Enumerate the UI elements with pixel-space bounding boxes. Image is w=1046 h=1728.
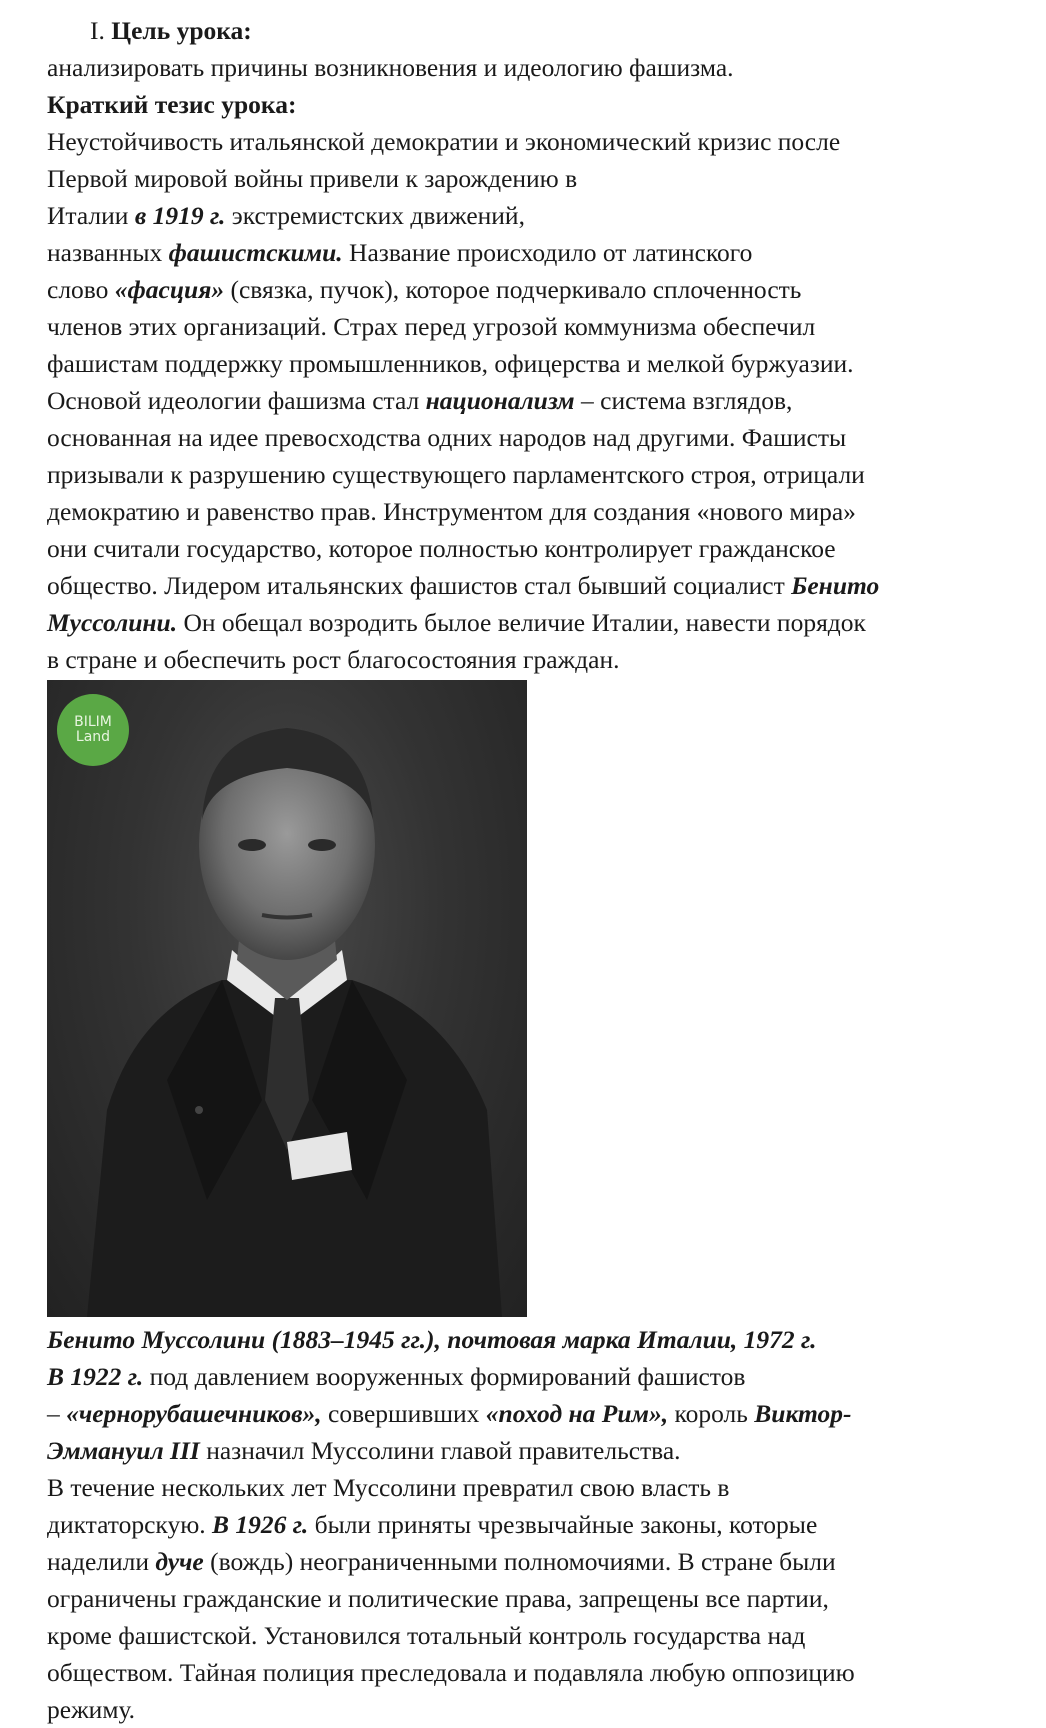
text-run: общество. Лидером итальянских фашистов стал бывший социалист (47, 571, 792, 600)
text-run: совершивших (321, 1399, 486, 1428)
emphasis-date: в 1919 г. (134, 201, 226, 230)
text-line: Неустойчивость итальянской демократии и экономический кризис после (47, 127, 841, 156)
text-line: они считали государство, которое полностью контролирует гражданское (47, 534, 836, 563)
heading-title: Цель урока: (111, 16, 252, 45)
text-line (47, 1543, 1007, 1580)
text-run: наделили (47, 1547, 156, 1576)
text-line: кроме фашистской. Установился тотальный контроль государства над (47, 1621, 806, 1650)
text-run: Основой идеологии фашизма стал (47, 386, 426, 415)
paragraph-fascism-origins (47, 123, 1007, 678)
goal-text: анализировать причины возникновения и идеологию фашизма. (47, 53, 734, 82)
text-run: – система взглядов, (574, 386, 793, 415)
portrait-illustration (47, 680, 527, 1317)
text-line (47, 234, 1007, 271)
emphasis-term: «чернорубашечников», (66, 1399, 322, 1428)
emphasis-term: фашистскими. (168, 238, 343, 267)
text-run: диктаторскую. (47, 1510, 212, 1539)
emphasis-name: Виктор- (754, 1399, 852, 1428)
thesis-title: Краткий тезис урока: (47, 90, 297, 119)
text-line: режиму. (47, 1695, 136, 1724)
text-run: были приняты чрезвычайные законы, которые (308, 1510, 818, 1539)
emphasis-term: национализм (425, 386, 575, 415)
text-line: в стране и обеспечить рост благосостояния граждан. (47, 645, 620, 674)
logo-text: Land (75, 729, 111, 745)
text-line (47, 382, 1007, 419)
text-line: основанная на идее превосходства одних народов над другими. Фашисты (47, 423, 847, 452)
text-line (47, 604, 1007, 641)
emphasis-name: Муссолини. (47, 608, 178, 637)
text-line: Первой мировой войны привели к зарождению в (47, 164, 578, 193)
text-line (47, 567, 1007, 604)
text-line: обществом. Тайная полиция преследовала и подавляла любую оппозицию (47, 1658, 855, 1687)
text-run: экстремистских движений, (225, 201, 525, 230)
text-run: Название происходило от латинского (342, 238, 753, 267)
paragraph-march-on-rome (47, 1358, 1007, 1469)
emphasis-term: дуче (155, 1547, 204, 1576)
text-line (47, 1358, 1007, 1395)
text-run: под давлением вооруженных формирований фашистов (143, 1362, 746, 1391)
emphasis-date: В 1922 г. (47, 1362, 144, 1391)
text-line (47, 271, 1007, 308)
heading-numeral: I. (90, 16, 105, 45)
text-run: Он обещал возродить былое величие Италии, навести порядок (177, 608, 866, 637)
text-run: (связка, пучок), которое подчеркивало сплоченность (224, 275, 802, 304)
emphasis-term: «фасция» (114, 275, 225, 304)
text-line: членов этих организаций. Страх перед угрозой коммунизма обеспечил (47, 312, 816, 341)
text-run: Италии (47, 201, 135, 230)
logo-text: BILIM (74, 714, 112, 730)
text-run: (вождь) неограниченными полномочиями. В стране были (203, 1547, 836, 1576)
text-line: фашистам поддержку промышленников, офицерства и мелкой буржуазии. (47, 349, 854, 378)
portrait-photo (47, 680, 527, 1317)
text-line: демократию и равенство прав. Инструментом для создания «нового мира» (47, 497, 856, 526)
text-run: названных (47, 238, 169, 267)
text-line: В течение нескольких лет Муссолини превратил свою власть в (47, 1473, 730, 1502)
text-line (47, 1395, 1007, 1432)
text-line (47, 197, 1007, 234)
emphasis-name: Бенито (791, 571, 880, 600)
text-line: ограничены гражданские и политические права, запрещены все партии, (47, 1584, 829, 1613)
text-run: назначил Муссолини главой правительства. (199, 1436, 681, 1465)
document-page (47, 12, 1007, 1728)
emphasis-name: Эммануил III (47, 1436, 200, 1465)
emphasis-date: В 1926 г. (212, 1510, 309, 1539)
text-line (47, 1506, 1007, 1543)
lesson-goal-heading (47, 12, 1007, 49)
text-line: призывали к разрушению существующего парламентского строя, отрицали (47, 460, 865, 489)
text-line (47, 1432, 1007, 1469)
emphasis-term: «поход на Рим», (485, 1399, 669, 1428)
text-run: слово (47, 275, 115, 304)
paragraph-dictatorship (47, 1469, 1007, 1728)
text-run: – (47, 1399, 67, 1428)
photo-caption: Бенито Муссолини (1883–1945 гг.), почтовая марка Италии, 1972 г. (47, 1325, 817, 1354)
text-run: король (668, 1399, 755, 1428)
